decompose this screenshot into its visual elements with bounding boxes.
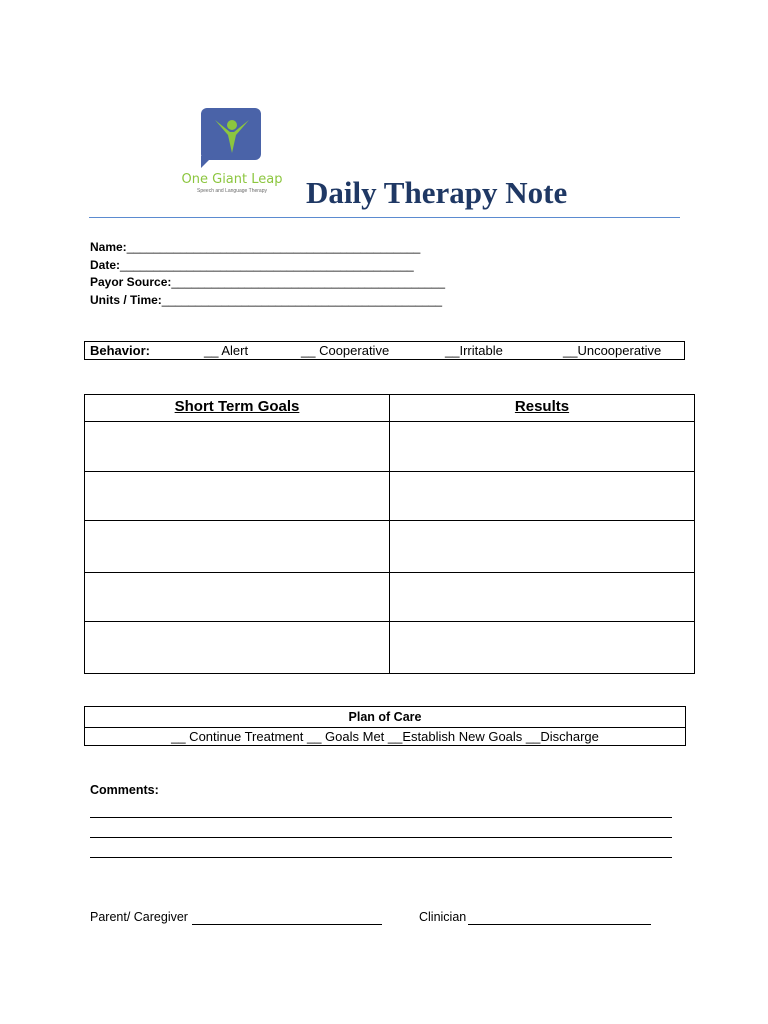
behavior-bar [84, 341, 685, 360]
behavior-option-alert[interactable]: __ Alert [204, 343, 249, 358]
name-field[interactable] [90, 240, 420, 254]
table-column-divider [389, 395, 390, 673]
comment-line[interactable] [90, 857, 672, 858]
logo-name: One Giant Leap [181, 172, 283, 187]
parent-caregiver-signature-line[interactable] [192, 924, 382, 925]
plan-of-care-title: Plan of Care [348, 710, 422, 724]
plan-of-care-box [84, 706, 686, 746]
table-row-divider [85, 471, 694, 472]
table-row-divider [85, 572, 694, 573]
clinician-label: Clinician [419, 910, 467, 924]
page-title: Daily Therapy Note [306, 175, 568, 210]
person-leaping-icon [201, 108, 261, 160]
payor-source-label: Payor Source: [90, 275, 172, 289]
parent-caregiver-label: Parent/ Caregiver [90, 910, 188, 924]
units-time-label: Units / Time: [90, 293, 162, 307]
goals-table [84, 394, 695, 674]
comment-line[interactable] [90, 837, 672, 838]
units-time-field[interactable] [90, 293, 442, 307]
date-field[interactable] [90, 258, 414, 272]
plan-of-care-options[interactable]: __ Continue Treatment __ Goals Met __Establish New Goals __Discharge [171, 729, 599, 744]
payor-source-field[interactable] [90, 275, 445, 289]
date-blank[interactable]: ____________________________________________ [120, 258, 414, 272]
behavior-option-uncooperative[interactable]: __Uncooperative [563, 343, 662, 358]
clinician-signature-line[interactable] [468, 924, 651, 925]
table-row-divider [85, 421, 694, 422]
comment-line[interactable] [90, 817, 672, 818]
table-row-divider [85, 621, 694, 622]
date-label: Date: [90, 258, 121, 272]
behavior-option-cooperative[interactable]: __ Cooperative [301, 343, 390, 358]
table-row-divider [85, 520, 694, 521]
name-label: Name: [90, 240, 127, 254]
behavior-label: Behavior: [90, 343, 150, 358]
results-header: Results [514, 398, 570, 415]
payor-source-blank[interactable]: _________________________________________ [171, 275, 446, 289]
plan-divider [85, 727, 685, 728]
behavior-option-irritable[interactable]: __Irritable [445, 343, 503, 358]
comments-label: Comments: [90, 783, 159, 797]
logo-tagline: Speech and Language Therapy [197, 188, 267, 194]
short-term-goals-header: Short Term Goals [174, 398, 300, 415]
title-divider [89, 217, 680, 218]
name-blank[interactable]: ____________________________________________ [126, 240, 421, 254]
units-time-blank[interactable]: __________________________________________ [161, 293, 443, 307]
